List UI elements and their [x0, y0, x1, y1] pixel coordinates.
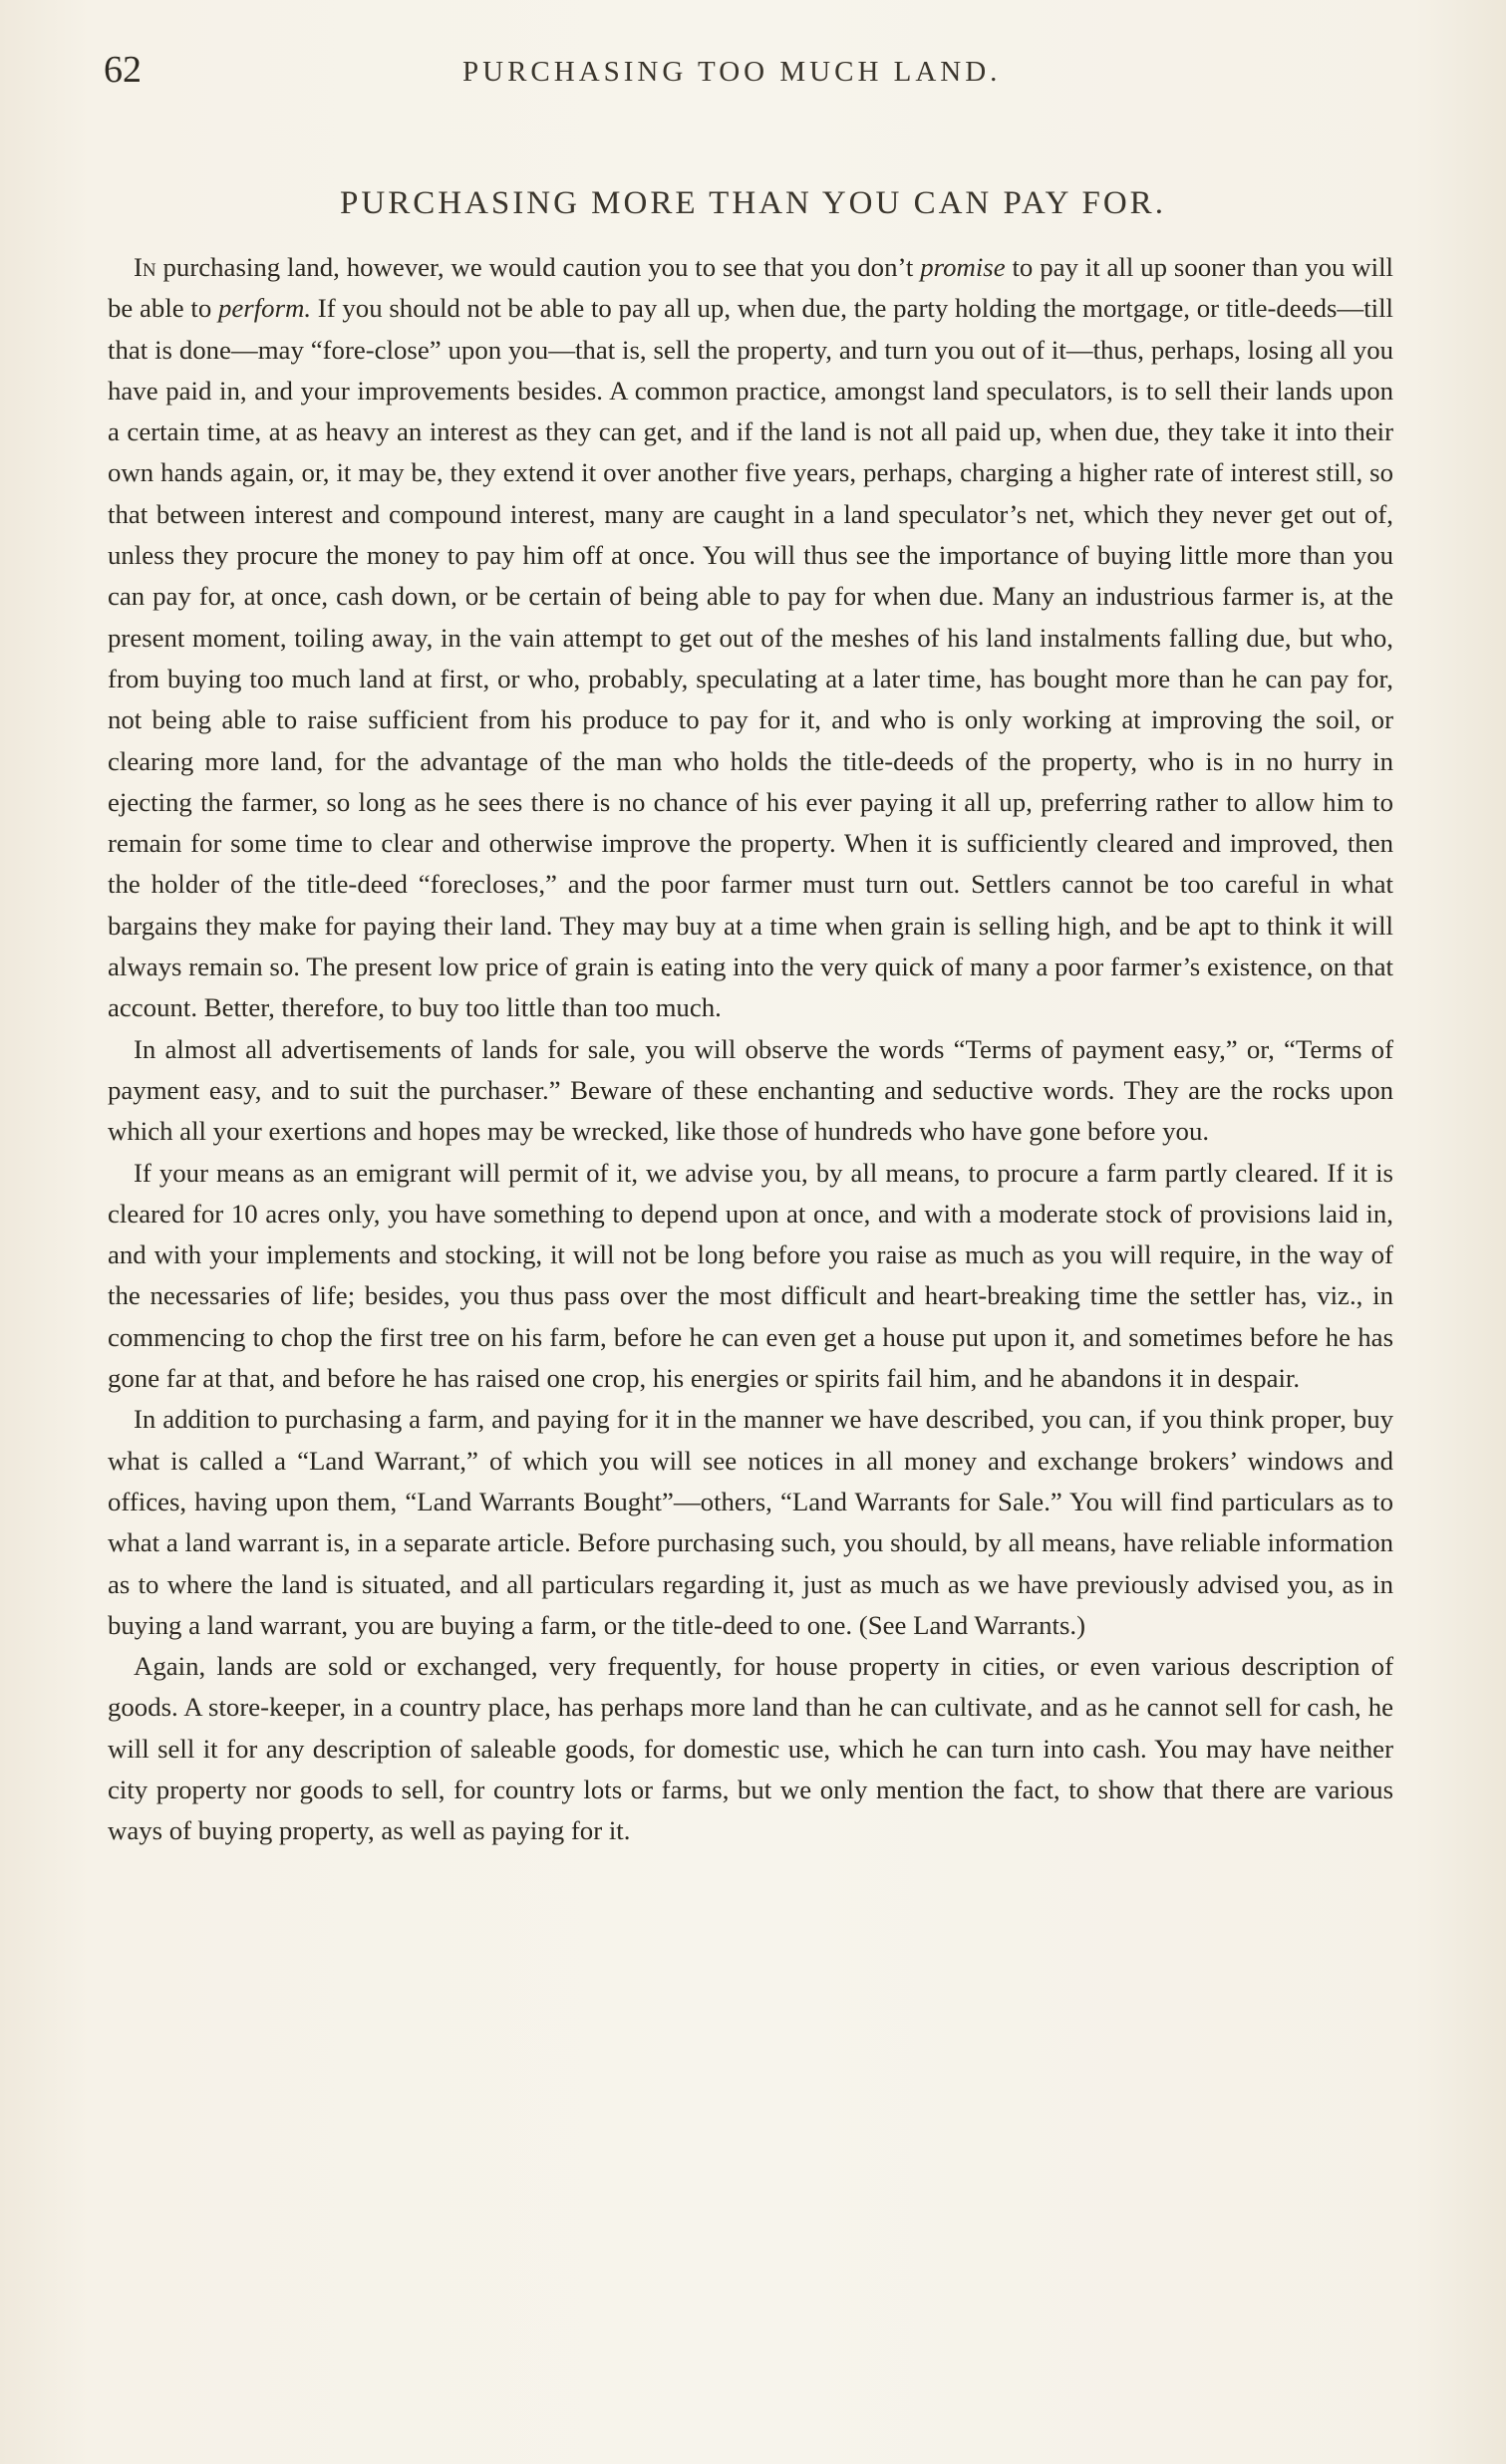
paragraph-5: Again, lands are sold or exchanged, very frequently, for house property in cities, or even various description of goods. A store-keeper, in a country place, has perhaps more land than he can cultivate, and as he cannot sell for cash, he will sell it for any description of saleable goods, for domestic use, which he can turn into cash. You may have neither city property nor goods to sell, for country lots or farms, but we only mention the fact, to show that there are various ways of buying property, as well as paying for it.	[108, 1651, 1393, 1846]
running-head	[104, 48, 1459, 108]
article-body	[108, 247, 1393, 1852]
paragraph-1-text-c: If you should not be able to pay all up, when due, the party holding the mortgage, or title-deeds—till that is done—may “fore-close” upon you—that is, sell the property, and turn you out of it—thus, perhaps, losing all you have paid in, and your improvements besides. A common practice, amongst land speculators, is to sell their lands upon a certain time, at as heavy an interest as they can get, and if the land is not all paid up, when due, they take it into their own hands again, or, it may be, they extend it over another five years, perhaps, charging a higher rate of interest still, so that between interest and compound interest, many are caught in a land speculator’s net, which they never get out of, unless they procure the money to pay him off at once. You will thus see the importance of buying little more than you can pay for, at once, cash down, or be certain of being able to pay for when due. Many an industrious farmer is, at the present moment, toiling away, in the vain attempt to get out of the meshes of his land instalments falling due, but who, from buying too much land at first, or who, probably, speculating at a later time, has bought more than he can pay for, not being able to raise sufficient from his produce to pay for it, and who is only working at improving the soil, or clearing more land, for the advantage of the man who holds the title-deeds of the property, who is in no hurry in ejecting the farmer, so long as he sees there is no chance of his ever paying it all up, preferring rather to allow him to remain for some time to clear and otherwise improve the property. When it is sufficiently cleared and improved, then the holder of the title-deed “forecloses,” and the poor farmer must turn out. Settlers cannot be too careful in what bargains they make for paying their land. They may buy at a time when grain is selling high, and be apt to think it will always remain so. The present low price of grain is eating into the very quick of many a poor farmer’s existence, on that account. Better, therefore, to buy too little than too much.	[108, 293, 1393, 1023]
paragraph-1	[108, 247, 1393, 1029]
paragraph-1-text-a: purchasing land, however, we would caution you to see that you don’t	[155, 252, 921, 282]
paragraph-2: In almost all advertisements of lands for sale, you will observe the words “Terms of payment easy,” or, “Terms of payment easy, and to suit the purchaser.” Beware of these enchanting and seductive words. They are the rocks upon which all your exertions and hopes may be wrecked, like those of hundreds who have gone before you.	[108, 1033, 1393, 1147]
emphasis-promise: promise	[920, 252, 1006, 282]
page-number: 62	[104, 49, 142, 91]
emphasis-perform: perform.	[218, 293, 312, 324]
running-title: PURCHASING TOO MUCH LAND.	[462, 56, 1002, 88]
article-title: PURCHASING MORE THAN YOU CAN PAY FOR.	[340, 185, 1166, 221]
paragraph-3: If your means as an emigrant will permit of it, we advise you, by all means, to procure a farm partly cleared. If it is cleared for 10 acres only, you have something to depend upon at once, and with a moderate stock of provisions laid in, and with your implements and stocking, it will not be long before you raise as much as you will require, in the way of the necessaries of life; besides, you thus pass over the most difficult and heart-breaking time the settler has, viz., in commencing to chop the first tree on his farm, before he can even get a house put upon it, and sometimes before he has gone far at that, and before he has raised one crop, his energies or spirits fail him, and he abandons it in despair.	[108, 1157, 1393, 1394]
paragraph-4: In addition to purchasing a farm, and paying for it in the manner we have described, you can, if you think proper, buy what is called a “Land Warrant,” of which you will see notices in all money and exchange brokers’ windows and offices, having upon them, “Land Warrants Bought”—others, “Land Warrants for Sale.” You will find particulars as to what a land warrant is, in a separate article. Before purchasing such, you should, by all means, have reliable information as to where the land is situated, and all particulars regarding it, just as much as we have previously advised you, as in buying a land warrant, you are buying a farm, or the title-deed to one. (See Land Warrants.)	[108, 1404, 1393, 1640]
paragraph-1-text-b: to pay it all up sooner than you will be able to	[108, 252, 1393, 324]
lead-in-smallcaps: In	[134, 252, 156, 282]
